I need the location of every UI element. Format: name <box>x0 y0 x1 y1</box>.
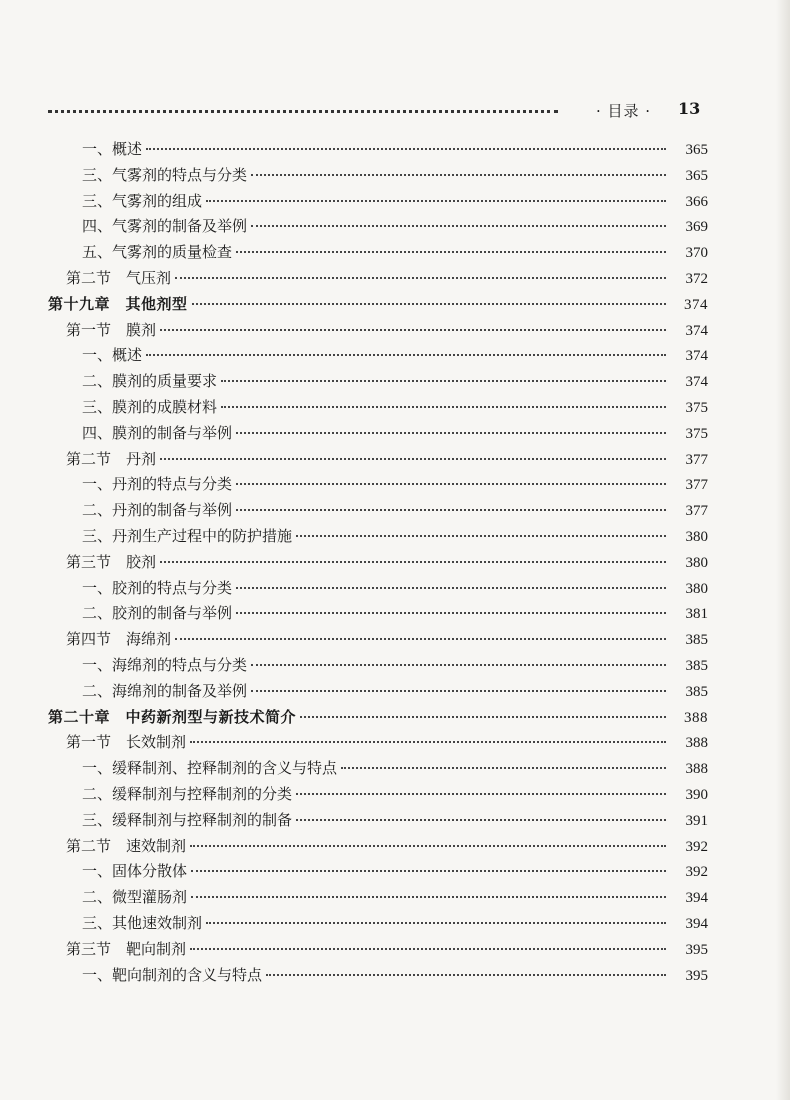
toc-section-row <box>48 318 708 344</box>
toc-page-number: 388 <box>684 709 708 726</box>
toc-item-row <box>48 498 708 524</box>
toc-entry-label: 一、概述 <box>82 140 143 158</box>
toc-item-row <box>48 756 708 782</box>
toc-item-row <box>48 963 708 989</box>
toc-entry-label: 二、海绵剂的制备及举例 <box>82 681 248 700</box>
toc-page-number: 374 <box>684 296 708 313</box>
toc-entry-label: 二、膜剂的质量要求 <box>82 372 218 391</box>
toc-section-row <box>48 447 708 473</box>
toc-item-row <box>48 885 708 911</box>
toc-page-number: 369 <box>685 219 708 236</box>
toc-section-row <box>48 937 708 963</box>
toc-page-number: 388 <box>685 735 708 752</box>
toc-entry-label: 二、丹剂的制备与举例 <box>82 501 233 520</box>
toc-entry-label: 三、缓释制剂与控释制剂的制备 <box>82 810 293 829</box>
toc-dot-leader <box>206 200 666 202</box>
toc-page-number: 374 <box>685 322 708 339</box>
toc-page-number: 365 <box>685 167 708 184</box>
toc-item-row <box>48 576 708 602</box>
toc-page-number: 391 <box>685 812 708 829</box>
toc-dot-leader <box>221 406 666 408</box>
toc-page-number: 394 <box>685 890 708 907</box>
toc-page-number: 388 <box>685 761 708 778</box>
toc-entry-label: 四、气雾剂的制备及举例 <box>82 217 248 236</box>
toc-entry-label: 三、膜剂的成膜材料 <box>82 397 218 416</box>
header-title: · 目录 · <box>596 102 652 120</box>
toc-entry-label: 一、靶向制剂的含义与特点 <box>82 965 263 984</box>
toc-dot-leader <box>192 303 666 305</box>
toc-item-row <box>48 472 708 498</box>
toc-page-number: 381 <box>685 606 708 623</box>
toc-entry-label: 三、其他速效制剂 <box>82 913 203 932</box>
toc-page-number: 380 <box>685 554 708 571</box>
toc-dot-leader <box>251 664 666 666</box>
toc-entry-label: 二、微型灌肠剂 <box>82 888 188 907</box>
toc-page-number: 390 <box>685 786 708 803</box>
toc-section-row <box>48 730 708 756</box>
toc-dot-leader <box>251 690 666 692</box>
toc-entry-label: 第二节 速效制剂 <box>66 836 187 855</box>
toc-dot-leader <box>341 767 666 769</box>
toc-dot-leader <box>175 638 666 640</box>
toc-item-row <box>48 421 708 447</box>
toc-page-number: 375 <box>685 425 708 442</box>
toc-page-number: 377 <box>685 503 708 520</box>
toc-item-row <box>48 782 708 808</box>
toc-dot-leader <box>296 819 666 821</box>
toc-entry-label: 第十九章 其他剂型 <box>48 294 188 313</box>
toc-dot-leader <box>236 509 666 511</box>
page-edge-shadow <box>776 0 790 1100</box>
toc-page-number: 395 <box>685 967 708 984</box>
toc-entry-label: 第二节 气压剂 <box>66 268 172 287</box>
toc-entry-label: 一、丹剂的特点与分类 <box>82 475 233 494</box>
toc-dot-leader <box>221 380 666 382</box>
toc-entry-label: 第一节 膜剂 <box>66 320 157 339</box>
toc-section-row <box>48 266 708 292</box>
toc-page-number: 374 <box>685 348 708 365</box>
toc-dot-leader <box>300 716 666 718</box>
toc-page-number: 377 <box>685 451 708 468</box>
toc-dot-leader <box>236 612 666 614</box>
toc-entry-label: 第三节 靶向制剂 <box>66 939 187 958</box>
toc-entry-label: 第一节 长效制剂 <box>66 733 187 752</box>
toc-entry-label: 三、气雾剂的特点与分类 <box>82 165 248 184</box>
toc-page-number: 395 <box>685 941 708 958</box>
toc-section-row <box>48 627 708 653</box>
toc-dot-leader <box>190 741 666 743</box>
toc-entry-label: 第三节 胶剂 <box>66 552 157 571</box>
toc-page-number: 385 <box>685 657 708 674</box>
toc-item-row <box>48 859 708 885</box>
toc-item-row <box>48 240 708 266</box>
toc-entry-label: 第二节 丹剂 <box>66 449 157 468</box>
toc-item-row <box>48 343 708 369</box>
toc-item-row <box>48 395 708 421</box>
toc-dot-leader <box>236 251 666 253</box>
toc-dot-leader <box>190 845 666 847</box>
header-dotted-rule <box>48 110 558 113</box>
toc-dot-leader <box>236 587 666 589</box>
toc-chapter-row <box>48 292 708 318</box>
toc-page-number: 377 <box>685 477 708 494</box>
toc-page-number: 380 <box>685 580 708 597</box>
header-page-number: 13 <box>678 99 701 118</box>
toc-entry-label: 第四节 海绵剂 <box>66 630 172 649</box>
toc-page-number: 394 <box>685 915 708 932</box>
toc-entry-label: 第二十章 中药新剂型与新技术简介 <box>48 707 297 726</box>
toc-item-row <box>48 808 708 834</box>
toc-dot-leader <box>266 974 666 976</box>
toc-dot-leader <box>146 354 666 356</box>
toc-entry-label: 二、缓释制剂与控释制剂的分类 <box>82 784 293 803</box>
toc-item-row <box>48 524 708 550</box>
toc-page-number: 385 <box>685 683 708 700</box>
toc-dot-leader <box>191 896 666 898</box>
toc-entry-label: 一、概述 <box>82 346 143 365</box>
toc-entry-label: 五、气雾剂的质量检查 <box>82 243 233 262</box>
toc-section-row <box>48 550 708 576</box>
toc-entry-label: 二、胶剂的制备与举例 <box>82 604 233 623</box>
toc-dot-leader <box>191 870 666 872</box>
toc-dot-leader <box>296 793 666 795</box>
toc-page-number: 380 <box>685 528 708 545</box>
toc-chapter-row <box>48 705 708 731</box>
toc-entry-label: 一、缓释制剂、控释制剂的含义与特点 <box>82 759 338 778</box>
toc-dot-leader <box>206 922 666 924</box>
toc-item-row <box>48 214 708 240</box>
toc-entry-label: 四、膜剂的制备与举例 <box>82 423 233 442</box>
toc-page-number: 366 <box>685 193 708 210</box>
toc-entry-label: 三、气雾剂的组成 <box>82 191 203 210</box>
toc-item-row <box>48 679 708 705</box>
toc-dot-leader <box>160 561 666 563</box>
toc-dot-leader <box>160 329 666 331</box>
toc-item-row <box>48 137 708 163</box>
toc-dot-leader <box>236 432 666 434</box>
toc-item-row <box>48 163 708 189</box>
toc-page-number: 370 <box>685 245 708 262</box>
toc-item-row <box>48 911 708 937</box>
toc-page-number: 374 <box>685 374 708 391</box>
table-of-contents <box>48 137 708 988</box>
toc-dot-leader <box>160 458 666 460</box>
toc-dot-leader <box>146 148 666 150</box>
toc-page-number: 385 <box>685 632 708 649</box>
toc-dot-leader <box>296 535 666 537</box>
toc-entry-label: 一、胶剂的特点与分类 <box>82 578 233 597</box>
toc-page-number: 392 <box>685 838 708 855</box>
toc-item-row <box>48 369 708 395</box>
toc-page-number: 372 <box>685 270 708 287</box>
toc-section-row <box>48 834 708 860</box>
running-header <box>48 100 708 120</box>
toc-entry-label: 一、固体分散体 <box>82 862 188 881</box>
toc-dot-leader <box>251 174 666 176</box>
toc-page-number: 365 <box>685 142 708 158</box>
toc-item-row <box>48 601 708 627</box>
toc-page-number: 375 <box>685 399 708 416</box>
toc-entry-label: 三、丹剂生产过程中的防护措施 <box>82 526 293 545</box>
toc-dot-leader <box>175 277 666 279</box>
toc-dot-leader <box>236 483 666 485</box>
toc-dot-leader <box>190 948 666 950</box>
toc-dot-leader <box>251 225 666 227</box>
toc-item-row <box>48 189 708 215</box>
toc-item-row <box>48 653 708 679</box>
toc-entry-label: 一、海绵剂的特点与分类 <box>82 655 248 674</box>
toc-page-number: 392 <box>685 864 708 881</box>
